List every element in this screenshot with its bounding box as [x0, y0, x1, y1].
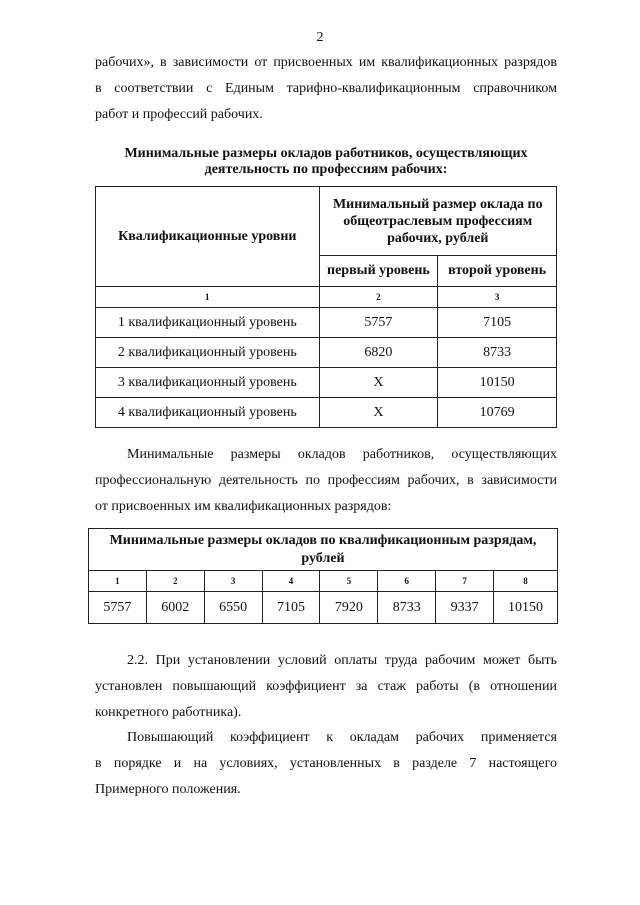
level-cell: 1 квалификационный уровень	[96, 308, 320, 338]
text-line: конкретного работника).	[95, 705, 242, 720]
paragraph-4	[95, 725, 557, 803]
grade-number: 3	[204, 571, 262, 592]
second-level-cell: 10150	[438, 368, 557, 398]
grade-salaries-table	[88, 528, 558, 624]
title-line: Минимальные размеры окладов работников, осуществляющих	[124, 146, 528, 161]
first-level-cell: 6820	[319, 338, 438, 368]
table2-title: Минимальные размеры окладов по квалификационным разрядам, рублей	[89, 529, 558, 571]
grade-number-row	[89, 571, 558, 592]
text-line: рабочих», в зависимости от присвоенных им квалификационных разрядов	[95, 55, 557, 70]
grade-value: 10150	[494, 592, 558, 624]
second-level-cell: 7105	[438, 308, 557, 338]
grade-number: 6	[378, 571, 436, 592]
grade-value: 6002	[146, 592, 204, 624]
col-header-group: Минимальный размер оклада по общеотраслевым профессиям рабочих, рублей	[319, 187, 556, 256]
grade-number: 7	[436, 571, 494, 592]
text-line: Минимальные размеры окладов работников, осуществляющих	[127, 447, 557, 462]
text-line: установлен повышающий коэффициент за стаж работы (в отношении	[95, 679, 557, 694]
first-level-cell: 5757	[319, 308, 438, 338]
text-line: профессиональную деятельность по профессиям рабочих, в зависимости	[95, 473, 557, 488]
text-line: от присвоенных им квалификационных разрядов:	[95, 499, 392, 514]
second-level-cell: 8733	[438, 338, 557, 368]
paragraph-3	[95, 648, 557, 726]
title-line: деятельность по профессиям рабочих:	[204, 162, 448, 177]
salary-levels-table	[95, 186, 557, 428]
col-number: 1	[96, 287, 320, 308]
grade-value: 7105	[262, 592, 320, 624]
grade-number: 8	[494, 571, 558, 592]
table-row	[96, 398, 557, 428]
grade-number: 1	[89, 571, 147, 592]
text-line: в порядке и на условиях, установленных в разделе 7 настоящего	[95, 756, 557, 771]
intro-paragraph	[95, 50, 557, 128]
col-number: 3	[438, 287, 557, 308]
col-header-levels: Квалификационные уровни	[96, 187, 320, 287]
grade-value: 7920	[320, 592, 378, 624]
grade-number: 4	[262, 571, 320, 592]
page-number: 2	[316, 30, 324, 45]
text-line: Повышающий коэффициент к окладам рабочих применяется	[127, 730, 557, 745]
level-cell: 3 квалификационный уровень	[96, 368, 320, 398]
grade-value-row	[89, 592, 558, 624]
grade-value: 6550	[204, 592, 262, 624]
sub-header-second: второй уровень	[438, 256, 557, 287]
table-row	[96, 338, 557, 368]
level-cell: 4 квалификационный уровень	[96, 398, 320, 428]
paragraph-2	[95, 442, 557, 520]
first-level-cell: Х	[319, 368, 438, 398]
table1-title	[95, 146, 557, 178]
grade-number: 2	[146, 571, 204, 592]
table-row	[96, 368, 557, 398]
grade-number: 5	[320, 571, 378, 592]
text-line: работ и профессий рабочих.	[95, 107, 263, 122]
grade-value: 9337	[436, 592, 494, 624]
text-line: 2.2. При установлении условий оплаты труда рабочим может быть	[127, 653, 557, 668]
text-line: в соответствии с Единым тарифно-квалификационным справочником	[95, 81, 557, 96]
grade-value: 8733	[378, 592, 436, 624]
first-level-cell: Х	[319, 398, 438, 428]
second-level-cell: 10769	[438, 398, 557, 428]
table-row	[96, 308, 557, 338]
text-line: Примерного положения.	[95, 782, 241, 797]
col-number: 2	[319, 287, 438, 308]
sub-header-first: первый уровень	[319, 256, 438, 287]
grade-value: 5757	[89, 592, 147, 624]
level-cell: 2 квалификационный уровень	[96, 338, 320, 368]
